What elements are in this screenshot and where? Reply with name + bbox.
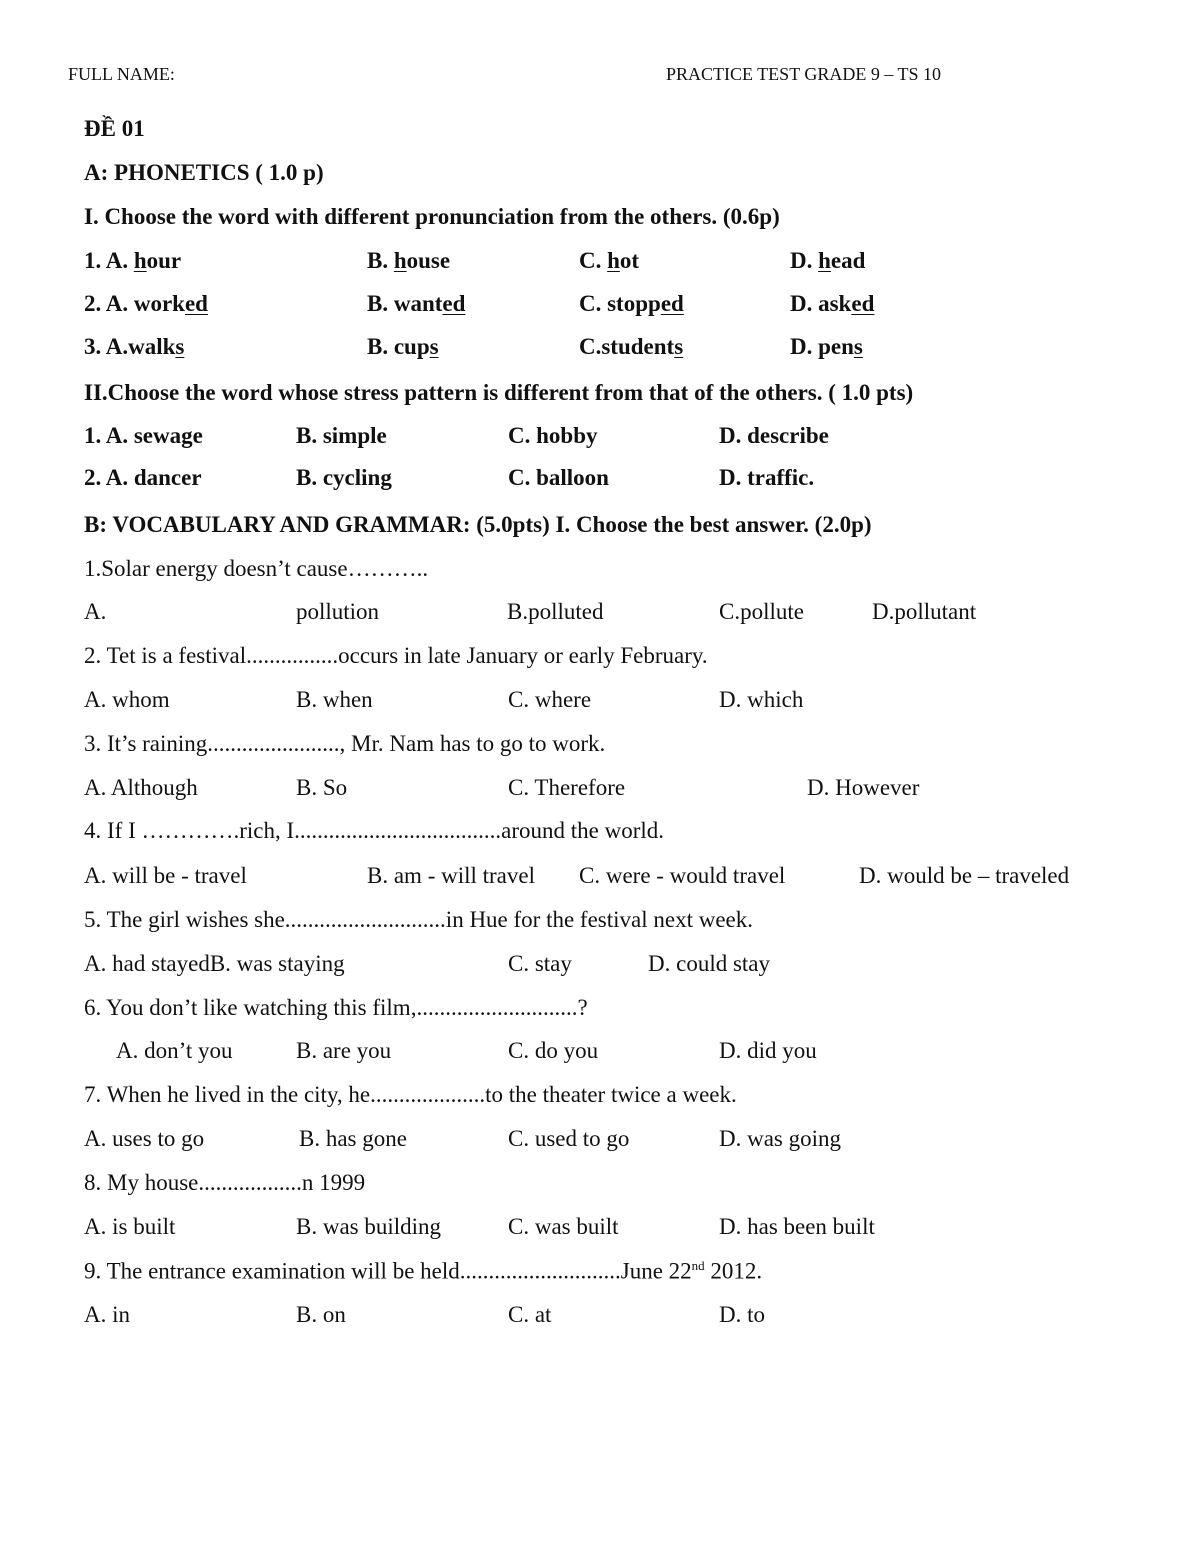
option-a: A. don’t you — [116, 1038, 233, 1063]
section-b-title: B: VOCABULARY AND GRAMMAR: (5.0pts) I. Choose the best answer. (2.0p) — [84, 512, 872, 537]
option-a: A. will be - travel — [84, 863, 247, 888]
option-d: D. which — [719, 687, 804, 712]
answers-9 — [0, 1302, 1200, 1332]
answers-3 — [0, 775, 1200, 805]
option-a: 1. A. sewage — [84, 423, 203, 448]
part2-instruction: II.Choose the word whose stress pattern is different from that of the others. ( 1.0 pts) — [84, 380, 914, 405]
option-a: A. Although — [84, 775, 198, 800]
option-c: C. hot — [579, 248, 640, 273]
option-c: C.students — [579, 334, 684, 359]
question-text: 8. My house..................n 1999 — [84, 1170, 366, 1195]
option-a: A. is built — [84, 1214, 176, 1239]
stress-row — [0, 465, 1200, 495]
option-c: C. stopped — [579, 291, 684, 316]
option-a: 3. A.walks — [84, 334, 185, 359]
option-d: D. to — [719, 1302, 765, 1327]
option-a: A. uses to go — [84, 1126, 205, 1151]
option-c: C. do you — [508, 1038, 599, 1063]
option-b: B. cycling — [296, 465, 392, 490]
option-b: B. So — [296, 775, 348, 800]
option-a: A. whom — [84, 687, 170, 712]
option-b: B. are you — [296, 1038, 392, 1063]
question-5 — [0, 907, 1200, 937]
option-b: B. simple — [296, 423, 387, 448]
option-a: 1. A. hour — [84, 248, 182, 273]
answers-2 — [0, 687, 1200, 717]
option-c: C. Therefore — [508, 775, 626, 800]
question-8 — [0, 1170, 1200, 1200]
option-c: C. at — [508, 1302, 552, 1327]
answers-4 — [0, 863, 1200, 893]
answers-6 — [0, 1038, 1200, 1068]
option-c: C. used to go — [508, 1126, 630, 1151]
question-9 — [0, 1258, 1200, 1288]
option-d: D. traffic. — [719, 465, 815, 490]
option-d: D. pens — [790, 334, 863, 359]
question-6 — [0, 995, 1200, 1025]
option-d: D. did you — [719, 1038, 817, 1063]
question-text: 9. The entrance examination will be held............................June 22nd 2012. — [84, 1258, 763, 1284]
section-a-title: A: PHONETICS ( 1.0 p) — [84, 160, 324, 185]
question-text: 5. The girl wishes she............................in Hue for the festival next week. — [84, 907, 753, 932]
option-d: D. describe — [719, 423, 829, 448]
option-c: C. where — [508, 687, 592, 712]
question-4 — [0, 818, 1200, 848]
option-c: C. hobby — [508, 423, 598, 448]
option-a: A. in — [84, 1302, 130, 1327]
option-b: B. wanted — [367, 291, 466, 316]
option-b: B. when — [296, 687, 373, 712]
option-b: B. was building — [296, 1214, 442, 1239]
stress-row — [0, 423, 1200, 453]
answers-1 — [0, 599, 1200, 629]
question-2 — [0, 643, 1200, 673]
option-d: D. would be – traveled — [859, 863, 1070, 888]
page-header — [0, 64, 1200, 94]
option-d: D. However — [807, 775, 920, 800]
part2-heading — [0, 380, 1200, 410]
question-7 — [0, 1082, 1200, 1112]
part1-heading — [0, 204, 1200, 234]
option-a: 2. A. dancer — [84, 465, 202, 490]
part1-instruction: I. Choose the word with different pronunciation from the others. (0.6p) — [84, 204, 780, 229]
option-a-b: A. had stayedB. was staying — [84, 951, 345, 976]
option-c: C. stay — [508, 951, 572, 976]
question-text: 1.Solar energy doesn’t cause……….. — [84, 556, 429, 581]
option-b: B. on — [296, 1302, 346, 1327]
option-d: D. head — [790, 248, 866, 273]
option-a: 2. A. worked — [84, 291, 208, 316]
question-3 — [0, 731, 1200, 761]
question-text: 6. You don’t like watching this film,............................? — [84, 995, 588, 1020]
answers-5 — [0, 951, 1200, 981]
option-d: D. was going — [719, 1126, 842, 1151]
answers-8 — [0, 1214, 1200, 1244]
option-b: B. am - will travel — [367, 863, 535, 888]
section-a-heading — [0, 160, 1200, 190]
option-d: D. has been built — [719, 1214, 875, 1239]
exam-code: ĐỀ 01 — [84, 116, 145, 141]
option-d: D. could stay — [648, 951, 771, 976]
full-name-label: FULL NAME: — [68, 64, 175, 84]
option-a-text: pollution — [296, 599, 380, 624]
option-a-label: A. — [84, 599, 107, 624]
answers-7 — [0, 1126, 1200, 1156]
option-b: B. cups — [367, 334, 439, 359]
option-d: D. asked — [790, 291, 875, 316]
section-b-heading — [0, 512, 1200, 542]
question-text: 4. If I ………….rich, I....................................around the world. — [84, 818, 665, 843]
option-c: C. were - would travel — [579, 863, 786, 888]
phonetics-row — [0, 334, 1200, 364]
question-text: 3. It’s raining......................., Mr. Nam has to go to work. — [84, 731, 606, 756]
phonetics-row — [0, 291, 1200, 321]
question-text: 7. When he lived in the city, he....................to the theater twice a week. — [84, 1082, 737, 1107]
exam-code-line — [0, 116, 1200, 146]
question-text: 2. Tet is a festival................occurs in late January or early February. — [84, 643, 708, 668]
option-b: B. house — [367, 248, 451, 273]
option-d: D.pollutant — [872, 599, 977, 624]
phonetics-row — [0, 248, 1200, 278]
question-1 — [0, 556, 1200, 586]
option-b: B. has gone — [299, 1126, 407, 1151]
option-b: B.polluted — [507, 599, 604, 624]
option-c: C. balloon — [508, 465, 609, 490]
option-c: C. was built — [508, 1214, 619, 1239]
option-c: C.pollute — [719, 599, 804, 624]
test-title: PRACTICE TEST GRADE 9 – TS 10 — [666, 64, 942, 84]
